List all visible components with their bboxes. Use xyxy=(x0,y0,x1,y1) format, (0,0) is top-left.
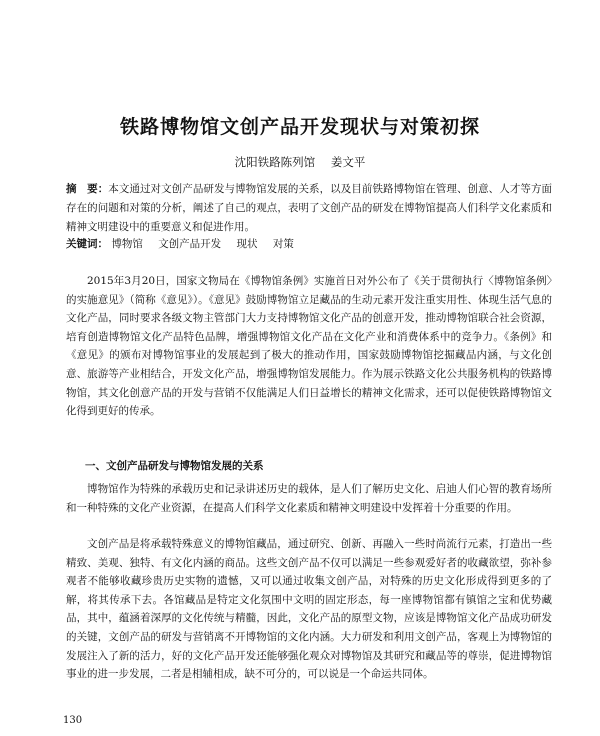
paragraph-text: 博物馆作为特殊的承载历史和记录讲述历史的载体，是人们了解历史文化、启迪人们心智的教育场所和一种特殊的文化产业资源，在提高人们科学文化素质和精神文明建设中发挥着十分重要的作用。 xyxy=(66,483,552,514)
author-line xyxy=(0,154,600,170)
keywords-label: 关键词： xyxy=(66,238,108,250)
paragraph-text: 文创产品是将承载特殊意义的博物馆藏品，通过研究、创新、再融入一些时尚流行元素，打造出一些精致、美观、独特、有文化内涵的商品。这些文创产品不仅可以满足一些参观爱好者的收藏欲望，弥补参观者不能够收藏珍贵历史实物的遗憾，又可以通过收集文创产品，对特殊的历史文化形成得到更多的了解，将其传承下去。各馆藏品是特定文化氛围中文明的固定形态，每一座博物馆都有镇馆之宝和优势藏品，其中，蕴涵着深厚的文化传统与精髓，因此，文化产品的原型文物，应该是博物馆文化产品成功研发的关键，文创产品的研发与营销离不开博物馆的文化内涵。大力研发和利用文创产品，客观上为博物馆的发展注入了新的活力，好的文化产品开发还能够强化观众对博物馆及其研究和藏品等的尊崇，促进博物馆事业的进一步发展，二者是相辅相成，缺不可分的，可以说是一个命运共同体。 xyxy=(66,538,552,681)
abstract-text: 本文通过对文创产品研发与博物馆发展的关系，以及目前铁路博物馆在管理、创意、人才等方面存在的问题和对策的分析，阐述了自己的观点，表明了文创产品的研发在博物馆提高人们科学文化素质和精神文明建设中的重要意义和促进作用。 xyxy=(66,183,553,233)
body-paragraph xyxy=(66,272,552,421)
page-title: 铁路博物馆文创产品开发现状与对策初探 xyxy=(119,116,480,138)
abstract-label: 摘 要： xyxy=(66,183,109,195)
keyword: 现状 xyxy=(236,238,258,250)
body-paragraph xyxy=(66,480,552,517)
keyword: 文创产品开发 xyxy=(158,238,222,250)
author-name: 姜文平 xyxy=(330,155,366,169)
body-paragraph xyxy=(66,535,552,684)
page-number: 130 xyxy=(63,715,83,726)
keyword: 对策 xyxy=(272,238,294,250)
keywords xyxy=(66,236,552,251)
paragraph-text: 2015年3月20日，国家文物局在《博物馆条例》实施首日对外公布了《关于贯彻执行〈博物馆条例〉的实施意见》（简称《意见》）。《意见》鼓励博物馆立足藏品的生动元素开发注重实用性、体现生活气息的文化产品，同时要求各级文物主管部门大力支持博物馆文化产品的创意开发，推动博物馆联合社会资源，培育创造博物馆文化产品特色品牌，增强博物馆文化产品在文化产业和消费体系中的竞争力。《条例》和《意见》的颁布对博物馆事业的发展起到了极大的推动作用，国家鼓励博物馆挖掘藏品内涵，与文化创意、旅游等产业相结合，开发文化产品，增强博物馆发展能力。作为展示铁路文化公共服务机构的铁路博物馆，其文化创意产品的开发与营销不仅能满足人们日益增长的精神文化需求，还可以促使铁路博物馆文化得到更好的传承。 xyxy=(66,275,552,418)
abstract xyxy=(66,180,552,237)
section-heading: 一、文创产品研发与博物馆发展的关系 xyxy=(85,460,264,472)
keyword: 博物馆 xyxy=(111,238,143,250)
author-affiliation: 沈阳铁路陈列馆 xyxy=(234,155,316,169)
